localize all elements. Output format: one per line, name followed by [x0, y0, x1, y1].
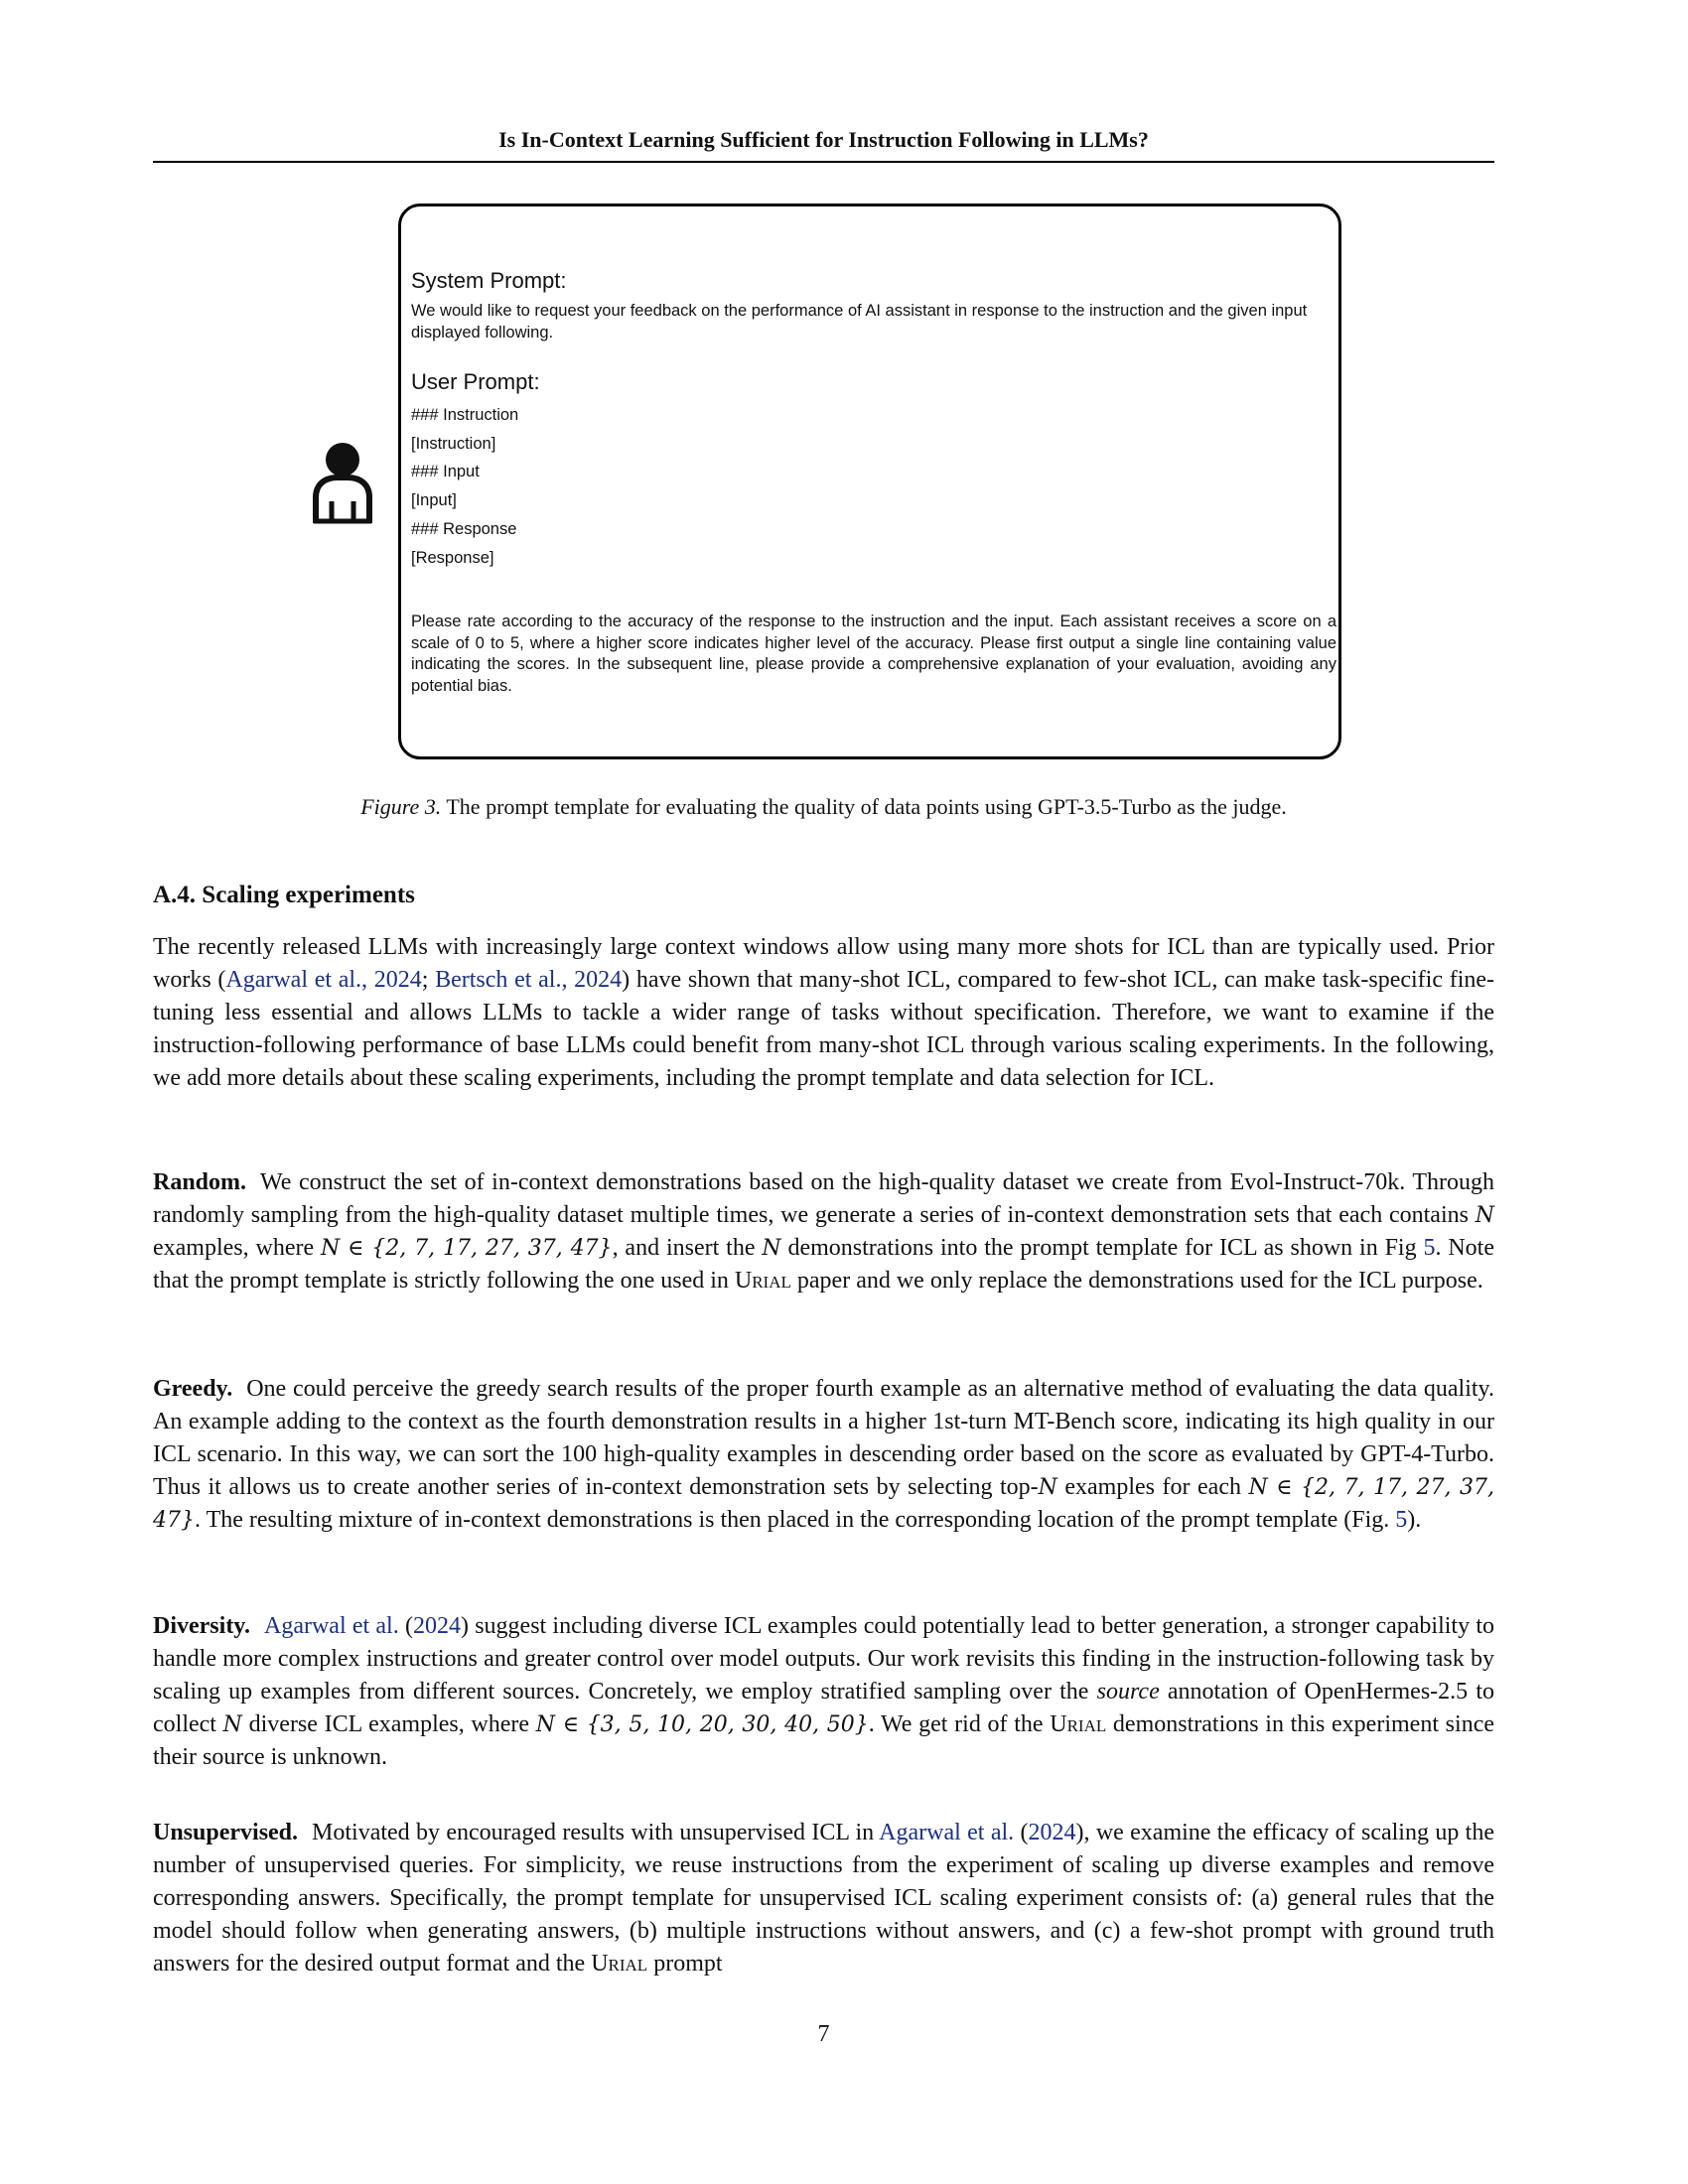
rating-instructions: Please rate according to the accuracy of the response to the instruction and the input. Each assistant receives a score on a scale of 0 to 5, where a higher score indicates higher level of the accuracy. Please first output a single line containing value indicating the scores. In the subsequent line, please provide a comprehensive explanation of your evaluation, avoiding any potential bias. [411, 613, 1336, 695]
user-icon [310, 440, 375, 525]
user-prompt-label: User Prompt: [411, 369, 540, 394]
running-title: Is In-Context Learning Sufficient for Instruction Following in LLMs? [153, 127, 1494, 163]
figure-ref-link[interactable]: 5 [1395, 1507, 1408, 1533]
section-heading: A.4. Scaling experiments [153, 882, 415, 908]
citation-link[interactable]: Bertsch et al., 2024 [435, 967, 623, 993]
template-line: ### Response [411, 519, 517, 538]
citation-link[interactable]: Agarwal et al. [263, 1613, 399, 1639]
paragraph-heading: Diversity. [153, 1613, 250, 1639]
paragraph-heading: Random. [153, 1169, 247, 1195]
template-line: [Input] [411, 491, 457, 510]
citation-link[interactable]: Agarwal et al. [879, 1820, 1015, 1845]
random-paragraph: Random. We construct the set of in-context demonstrations based on the high-quality dataset we create from Evol-Instruct-70k. Through randomly sampling from the high-quality dataset multiple times, we generate a series of in-context demonstration sets that each contains N examples, where N ∈ {2, 7, 17, 27, 37, 47}, and insert the N demonstrations into the prompt template for ICL as shown in Fig 5. Note that the prompt template is strictly following the one used in Urial paper and we only replace the demonstrations used for the ICL purpose. [153, 1169, 1494, 1294]
paragraph-heading: Unsupervised. [153, 1820, 299, 1845]
system-prompt-text: We would like to request your feedback on the performance of AI assistant in response to the instruction and the given input displayed following. [411, 302, 1308, 341]
system-prompt-label: System Prompt: [411, 268, 567, 293]
intro-paragraph: The recently released LLMs with increasingly large context windows allow using many more shots for ICL than are typically used. Prior works (Agarwal et al., 2024; Bertsch et al., 2024) have shown that many-shot ICL, compared to few-shot ICL, can make task-specific fine-tuning less essential and allows LLMs to tackle a wider range of tasks without specification. Therefore, we want to examine if the instruction-following performance of base LLMs could benefit from many-shot ICL through various scaling experiments. In the following, we add more details about these scaling experiments, including the prompt template and data selection for ICL. [153, 934, 1495, 1091]
template-line: ### Input [411, 463, 480, 481]
paragraph-heading: Greedy. [153, 1376, 233, 1402]
diversity-paragraph: Diversity. Agarwal et al. (2024) suggest including diverse ICL examples could potentially lead to better generation, a stronger capability to handle more complex instructions and greater control over model outputs. Our work revisits this finding in the instruction-following task by scaling up examples from different sources. Concretely, we employ stratified sampling over the source annotation of OpenHermes-2.5 to collect N diverse ICL examples, where N ∈ {3, 5, 10, 20, 30, 40, 50}. We get rid of the Urial demonstrations in this experiment since their source is unknown. [153, 1613, 1494, 1770]
caption-label: Figure 3. [360, 794, 442, 819]
template-line: ### Instruction [411, 406, 519, 424]
page-number: 7 [817, 2021, 830, 2047]
template-lines [411, 401, 1338, 572]
citation-link[interactable]: Agarwal et al., 2024 [225, 967, 422, 993]
template-line: [Response] [411, 548, 494, 567]
caption-text: The prompt template for evaluating the quality of data points using GPT-3.5-Turbo as the judge. [446, 794, 1287, 819]
figure-ref-link[interactable]: 5 [1423, 1235, 1436, 1261]
citation-link[interactable]: 2024 [1028, 1820, 1076, 1845]
citation-link[interactable]: 2024 [412, 1613, 461, 1639]
greedy-paragraph: Greedy. One could perceive the greedy search results of the proper fourth example as an alternative method of evaluating the data quality. An example adding to the context as the fourth demonstration results in a higher 1st-turn MT-Bench score, indicating its high quality in our ICL scenario. In this way, we can sort the 100 high-quality examples in descending order based on the score as evaluated by GPT-4-Turbo. Thus it allows us to create another series of in-context demonstration sets by selecting top-N examples for each N ∈ {2, 7, 17, 27, 37, 47}. The resulting mixture of in-context demonstrations is then placed in the corresponding location of the prompt template (Fig. 5). [153, 1376, 1494, 1533]
figure-caption [153, 794, 1494, 820]
unsupervised-paragraph: Unsupervised. Motivated by encouraged results with unsupervised ICL in Agarwal et al. (2024), we examine the efficacy of scaling up the number of unsupervised queries. For simplicity, we reuse instructions from the experiment of scaling up diverse examples and remove corresponding answers. Specifically, the prompt template for unsupervised ICL scaling experiment consists of: (a) general rules that the model should follow when generating answers, (b) multiple instructions without answers, and (c) a few-shot prompt with ground truth answers for the desired output format and the Urial prompt [153, 1820, 1494, 1977]
prompt-template-figure [398, 204, 1341, 759]
template-line: [Instruction] [411, 434, 496, 453]
